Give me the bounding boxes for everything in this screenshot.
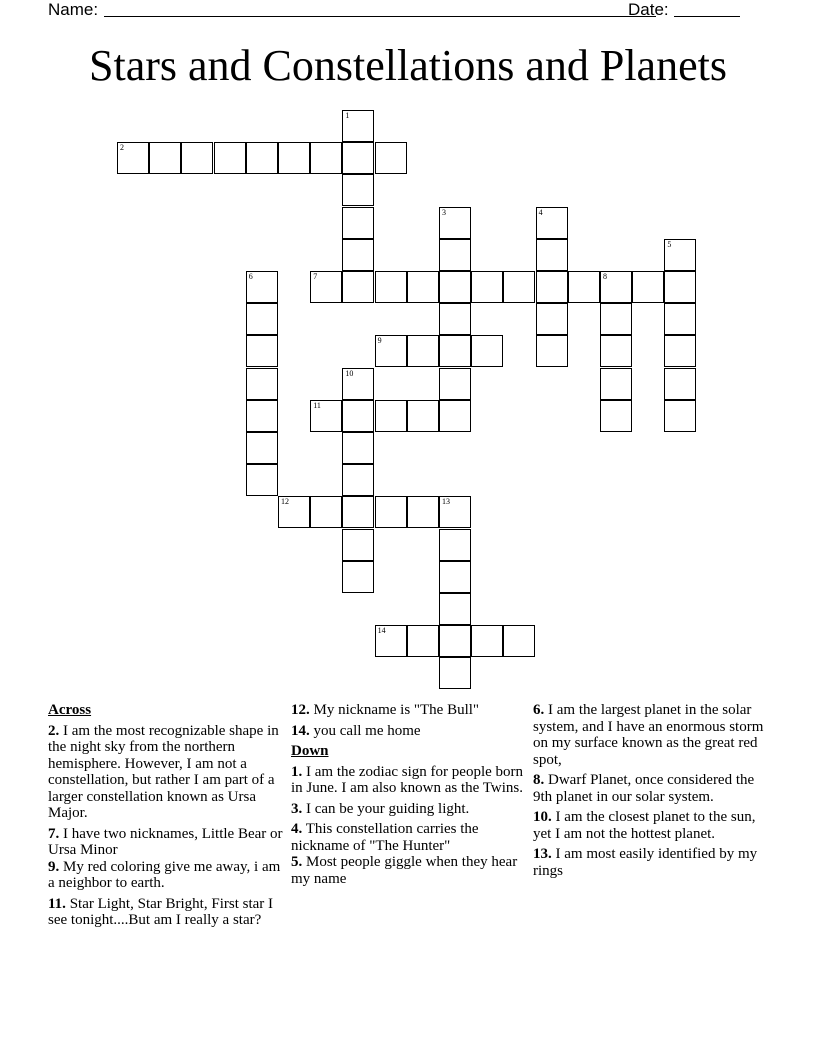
clue-across-11 [48, 896, 284, 929]
grid-cell[interactable] [407, 400, 439, 432]
grid-cell[interactable] [407, 625, 439, 657]
grid-cell[interactable] [310, 496, 342, 528]
clue-across-9 [48, 859, 284, 892]
clue-number: 2. [48, 722, 60, 739]
grid-cell[interactable] [181, 142, 213, 174]
grid-cell[interactable] [342, 207, 374, 239]
grid-cell[interactable] [246, 400, 278, 432]
grid-cell[interactable] [407, 496, 439, 528]
grid-cell[interactable] [278, 496, 310, 528]
clue-number: 14. [291, 722, 310, 739]
cell-number: 1 [345, 111, 350, 120]
clue-number: 10. [533, 809, 552, 825]
grid-cell[interactable] [310, 271, 342, 303]
grid-cell[interactable] [439, 657, 471, 689]
across-heading: Across [48, 702, 92, 718]
cell-number: 11 [313, 400, 321, 410]
grid-cell[interactable] [375, 335, 407, 367]
grid-cell[interactable] [664, 400, 696, 432]
clue-across-12 [291, 702, 523, 719]
grid-cell[interactable] [310, 142, 342, 174]
clue-text: I can be your guiding light. [302, 800, 470, 817]
grid-cell[interactable] [439, 400, 471, 432]
grid-cell[interactable] [664, 303, 696, 335]
grid-cell[interactable] [536, 239, 568, 271]
grid-cell[interactable] [600, 368, 632, 400]
cell-number: 5 [667, 239, 672, 249]
grid-cell[interactable] [246, 142, 278, 174]
cell-number: 8 [603, 272, 607, 281]
grid-cell[interactable] [664, 239, 696, 271]
clue-across-14 [291, 723, 523, 740]
clue-text: Star Light, Star Bright, First star I see tonight....But am I really a star? [48, 895, 274, 928]
grid-cell[interactable] [439, 207, 471, 239]
cell-number: 6 [248, 272, 253, 281]
clues-column-2 [291, 702, 523, 891]
clues-column-3 [533, 702, 765, 883]
grid-cell[interactable] [375, 400, 407, 432]
clue-text: I am the most recognizable shape in the night sky from the northern hemisphere. However, I am not a constellation, but rather I am part of a larger constellation known as Ursa Major. [48, 722, 279, 821]
clue-text: I am the zodiac sign for people born in June. I am also known as the Twins. [291, 763, 524, 796]
clue-text: Dwarf Planet, once considered the 9th planet in our solar system. [533, 772, 755, 805]
clue-number: 5. [291, 854, 303, 870]
grid-cell[interactable] [439, 625, 471, 657]
grid-cell[interactable] [439, 496, 471, 528]
grid-cell[interactable] [342, 174, 374, 206]
grid-cell[interactable] [246, 432, 278, 464]
grid-cell[interactable] [439, 561, 471, 593]
cell-number: 2 [120, 143, 124, 153]
page-title: Stars and Constellations and Planets [89, 41, 727, 90]
grid-cell[interactable] [407, 271, 439, 303]
clue-number: 4. [291, 821, 303, 837]
clue-number: 6. [533, 702, 545, 718]
clue-down-8 [533, 772, 765, 805]
clue-number: 11. [48, 895, 66, 912]
grid-cell[interactable] [342, 239, 374, 271]
grid-cell[interactable] [439, 335, 471, 367]
grid-cell[interactable] [439, 529, 471, 561]
grid-cell[interactable] [471, 271, 503, 303]
grid-cell[interactable] [117, 142, 149, 174]
grid-cell[interactable] [600, 303, 632, 335]
grid-cell[interactable] [342, 368, 374, 400]
grid-cell[interactable] [342, 529, 374, 561]
grid-cell[interactable] [439, 239, 471, 271]
clue-text: I am most easily identified by my rings [533, 846, 758, 879]
clue-down-4 [291, 821, 523, 854]
cell-number: 3 [442, 207, 446, 217]
grid-cell[interactable] [503, 271, 535, 303]
grid-cell[interactable] [246, 464, 278, 496]
grid-cell[interactable] [375, 625, 407, 657]
grid-cell[interactable] [664, 335, 696, 367]
clue-text: This constellation carries the nickname of "The Hunter" [291, 821, 479, 854]
clue-text: Most people giggle when they hear my name [291, 854, 518, 887]
grid-cell[interactable] [342, 496, 374, 528]
grid-cell[interactable] [536, 271, 568, 303]
date-label: Date: [628, 0, 669, 19]
clue-number: 3. [291, 800, 303, 817]
grid-cell[interactable] [342, 432, 374, 464]
grid-cell[interactable] [503, 625, 535, 657]
clue-number: 9. [48, 858, 60, 875]
cell-number: 9 [377, 336, 382, 346]
grid-cell[interactable] [342, 561, 374, 593]
grid-cell[interactable] [439, 303, 471, 335]
grid-cell[interactable] [246, 335, 278, 367]
clue-text: I have two nicknames, Little Bear or Ursa Minor [48, 825, 283, 858]
clue-down-13 [533, 846, 765, 879]
grid-cell[interactable] [664, 271, 696, 303]
cell-number: 7 [313, 272, 318, 281]
clue-number: 12. [291, 702, 310, 718]
grid-cell[interactable] [375, 271, 407, 303]
grid-cell[interactable] [600, 335, 632, 367]
grid-cell[interactable] [342, 142, 374, 174]
grid-cell[interactable] [471, 625, 503, 657]
grid-cell[interactable] [310, 400, 342, 432]
grid-cell[interactable] [342, 271, 374, 303]
clue-down-1 [291, 764, 523, 797]
grid-cell[interactable] [664, 368, 696, 400]
grid-cell[interactable] [600, 271, 632, 303]
grid-cell[interactable] [439, 368, 471, 400]
clue-number: 7. [48, 825, 60, 842]
clue-down-5 [291, 854, 523, 887]
cell-number: 12 [281, 497, 289, 507]
cell-number: 10 [345, 368, 354, 378]
clue-text: My nickname is "The Bull" [309, 702, 480, 718]
cell-number: 13 [442, 497, 450, 507]
grid-cell[interactable] [246, 271, 278, 303]
grid-cell[interactable] [278, 142, 310, 174]
grid-cell[interactable] [149, 142, 181, 174]
clue-text: I am the largest planet in the solar system, and I have an enormous storm on my surface known as the great red spot, [533, 702, 764, 768]
name-label: Name: [48, 0, 99, 19]
clue-down-3 [291, 801, 523, 818]
clue-number: 1. [291, 763, 303, 780]
clue-down-6 [533, 702, 765, 768]
clue-number: 8. [533, 772, 545, 788]
grid-cell[interactable] [342, 110, 374, 142]
clue-text: I am the closest planet to the sun, yet I am not the hottest planet. [533, 809, 756, 842]
cell-number: 4 [538, 207, 543, 217]
grid-cell[interactable] [632, 271, 664, 303]
grid-cell[interactable] [375, 496, 407, 528]
clue-down-10 [533, 809, 765, 842]
grid-cell[interactable] [568, 271, 600, 303]
clue-text: My red coloring give me away, i am a neighbor to earth. [48, 858, 281, 891]
grid-cell[interactable] [600, 400, 632, 432]
grid-cell[interactable] [536, 303, 568, 335]
grid-cell[interactable] [342, 464, 374, 496]
clues-column-1 [48, 702, 284, 933]
grid-cell[interactable] [471, 335, 503, 367]
grid-cell[interactable] [375, 142, 407, 174]
grid-cell[interactable] [214, 142, 246, 174]
grid-cell[interactable] [246, 303, 278, 335]
clue-across-2 [48, 723, 284, 822]
cell-number: 14 [377, 626, 386, 636]
grid-cell[interactable] [407, 335, 439, 367]
down-heading: Down [291, 743, 329, 759]
clue-number: 13. [533, 846, 552, 862]
clue-text: you call me home [309, 722, 421, 739]
grid-cell[interactable] [439, 593, 471, 625]
grid-cell[interactable] [246, 368, 278, 400]
clue-across-7 [48, 826, 284, 859]
grid-cell[interactable] [536, 207, 568, 239]
grid-cell[interactable] [536, 335, 568, 367]
grid-cell[interactable] [439, 271, 471, 303]
grid-cell[interactable] [342, 400, 374, 432]
